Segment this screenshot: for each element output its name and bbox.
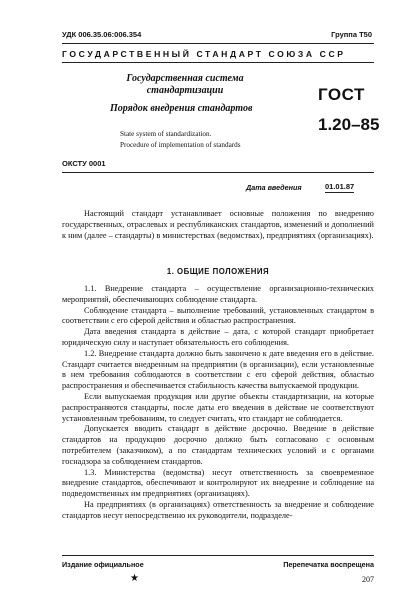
effective-date-label: Дата введения <box>246 183 302 192</box>
effective-date-value: 01.01.87 <box>325 182 355 191</box>
paragraph: Если выпускаемая продукция или другие объекты стандартизации, на которые распространяются стандарты, после даты его введения в действие не соответствуют установленным требованиям, то следует считать, что стандарт не соблюдается. <box>62 391 374 423</box>
top-rule <box>62 43 374 44</box>
page-number: 207 <box>362 575 374 584</box>
standard-banner: ГОСУДАРСТВЕННЫЙ СТАНДАРТ СОЮЗА ССР <box>62 49 346 59</box>
paragraph: Дата введения стандарта в действие – дата, с которой стандарт приобретает юридическую силу и наступает обязательность его соблюдения. <box>62 327 374 347</box>
gost-label: ГОСТ <box>318 85 365 104</box>
english-title-line2: Procedure of implementation of standards <box>120 141 241 149</box>
group-code: Группа Т50 <box>331 30 372 39</box>
paragraph: На предприятиях (в организациях) ответственность за внедрение и соблюдение стандартов несут непосредственно их руководители, подразделе- <box>62 499 374 520</box>
system-title: Государственная система стандартизации <box>126 73 244 96</box>
oksty-code: ОКСТУ 0001 <box>62 159 106 168</box>
section-heading: 1. ОБЩИЕ ПОЛОЖЕНИЯ <box>166 267 270 276</box>
paragraph: 1.2. Внедрение стандарта должно быть закончено к дате введения его в действие. Стандарт считается внедренным на предприятии (в организации), если установленные в нем требования соблюдаются в соответствии с его сферой действия, областью распространения и обеспечивается стабильность качества выпускаемой продукции. <box>62 348 374 391</box>
english-title-line1: State system of standardization. <box>120 130 212 138</box>
document-title: Порядок внедрения стандартов <box>110 103 253 114</box>
reprint-prohibited-label: Перепечатка воспрещена <box>283 560 374 569</box>
paragraph: Соблюдение стандарта – выполнение требований, установленных стандартом в соответствии с его сферой действия и областью распространения. <box>62 305 374 326</box>
banner-rule <box>62 62 374 63</box>
paragraph: Допускается вводить стандарт в действие досрочно. Введение в действие стандартов на продукцию досрочно должно быть согласовано с основным потребителем (заказчиком), а по стандартам технических условий и с органами госнадзора за соблюдением стандартов. <box>62 424 374 466</box>
paragraph: 1.3. Министерства (ведомства) несут ответственность за своевременное внедрение стандартов, обеспечивают и контролируют их внедрение и соблюдение на подведомственных им предприятиях (организациях). <box>62 467 374 499</box>
body-text <box>62 284 374 522</box>
gost-number: 1.20–85 <box>318 115 380 134</box>
paragraph: 1.1. Внедрение стандарта – осуществление организационно-технических мероприятий, обеспечивающих соблюдение стандарта. <box>62 284 374 304</box>
footer-rule <box>62 555 374 556</box>
intro-paragraph <box>62 209 374 241</box>
intro-text: Настоящий стандарт устанавливает основные положения по внедрению государственных, отраслевых и республиканских стандартов, изменений и дополнений к ним (далее – стандарты) в министерствах (ведомствах), предприятиях (организациях). <box>62 209 374 240</box>
oksty-rule <box>62 172 374 173</box>
official-edition-label: Издание официальное <box>62 560 144 569</box>
udk-code: УДК 006.35.06:006.354 <box>62 30 142 39</box>
star-icon: ★ <box>130 573 139 584</box>
